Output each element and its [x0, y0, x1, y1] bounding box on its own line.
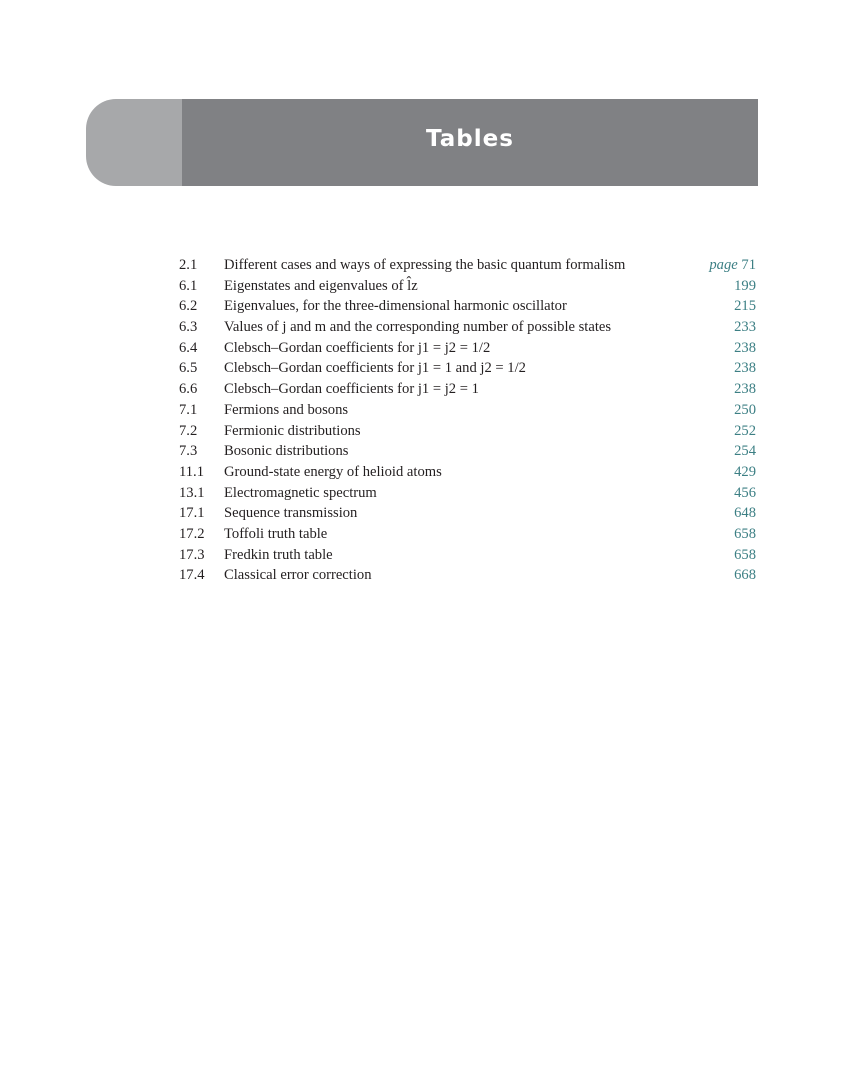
- toc-entry[interactable]: [179, 276, 756, 297]
- toc-entry-title: Different cases and ways of expressing the basic quantum formalism: [224, 257, 626, 273]
- toc-list: [179, 255, 756, 586]
- toc-entry-number: 6.6: [179, 381, 198, 398]
- toc-entry-number: 17.1: [179, 505, 205, 522]
- toc-entry-title: Clebsch–Gordan coefficients for j1 = j2 = 1: [224, 381, 479, 398]
- toc-entry-number: 6.3: [179, 319, 198, 336]
- toc-entry[interactable]: [179, 545, 756, 566]
- toc-entry[interactable]: [179, 358, 756, 379]
- toc-entry[interactable]: [179, 483, 756, 504]
- toc-entry-number: 7.1: [179, 401, 198, 418]
- toc-entry-title: Bosonic distributions: [224, 443, 349, 460]
- toc-entry-title: Fermions and bosons: [224, 401, 349, 418]
- toc-entry-number: 11.1: [179, 463, 204, 480]
- toc-entry-page[interactable]: 429: [734, 463, 756, 480]
- toc-entry-title: Ground-state energy of helioid atoms: [224, 463, 442, 480]
- toc-entry-page[interactable]: 233: [734, 319, 756, 336]
- toc-entry-number: 13.1: [179, 484, 205, 501]
- toc-entry-page[interactable]: 238: [734, 381, 756, 398]
- toc-entry-number: 6.5: [179, 360, 198, 377]
- toc-entry-page[interactable]: 252: [734, 422, 756, 439]
- toc-entry-number: 6.1: [179, 277, 198, 294]
- toc-entry[interactable]: [179, 379, 756, 400]
- toc-entry-number: 6.4: [179, 339, 198, 356]
- toc-entry-number: 17.2: [179, 525, 205, 542]
- toc-entry-title: Clebsch–Gordan coefficients for j1 = j2 = 1/2: [224, 339, 491, 356]
- toc-entry[interactable]: [179, 421, 756, 442]
- toc-entry-title: Fredkin truth table: [224, 546, 333, 563]
- toc-entry-page[interactable]: 658: [734, 546, 756, 563]
- toc-entry-number: 17.4: [179, 567, 205, 584]
- toc-entry-page[interactable]: 199: [734, 277, 756, 294]
- toc-entry[interactable]: [179, 296, 756, 317]
- toc-entry[interactable]: [179, 255, 756, 276]
- toc-entry-page[interactable]: [709, 255, 756, 276]
- toc-entry-title: Eigenstates and eigenvalues of l̂z: [224, 277, 418, 294]
- toc-entry[interactable]: [179, 524, 756, 545]
- toc-entry-title: Clebsch–Gordan coefficients for j1 = 1 and j2 = 1/2: [224, 360, 526, 377]
- toc-entry-page[interactable]: 238: [734, 360, 756, 377]
- toc-entry-page[interactable]: 658: [734, 525, 756, 542]
- toc-entry[interactable]: [179, 565, 756, 586]
- toc-entry[interactable]: [179, 400, 756, 421]
- page-title: Tables: [426, 126, 514, 152]
- toc-entry-number: 6.2: [179, 298, 198, 315]
- toc-entry-page[interactable]: 254: [734, 443, 756, 460]
- toc-entry-number: 17.3: [179, 546, 205, 563]
- toc-entry-title: Eigenvalues, for the three-dimensional harmonic oscillator: [224, 298, 567, 315]
- toc-entry[interactable]: [179, 317, 756, 338]
- toc-entry-page-number: 71: [741, 257, 756, 273]
- page-prefix: page: [709, 257, 738, 273]
- toc-entry-page[interactable]: 215: [734, 298, 756, 315]
- toc-entry-title: Values of j and m and the corresponding number of possible states: [224, 319, 612, 336]
- toc-entry-page[interactable]: 648: [734, 505, 756, 522]
- toc-entry-title: Classical error correction: [224, 567, 372, 584]
- toc-entry-page[interactable]: 238: [734, 339, 756, 356]
- toc-entry-title: Electromagnetic spectrum: [224, 484, 377, 501]
- toc-entry[interactable]: [179, 338, 756, 359]
- toc-entry-title: Toffoli truth table: [224, 525, 328, 542]
- toc-entry-number: 7.3: [179, 443, 198, 460]
- toc-entry-title: Sequence transmission: [224, 505, 358, 522]
- toc-entry-page[interactable]: 250: [734, 401, 756, 418]
- toc-entry[interactable]: [179, 441, 756, 462]
- toc-entry-page[interactable]: 456: [734, 484, 756, 501]
- toc-entry-page[interactable]: 668: [734, 567, 756, 584]
- toc-entry[interactable]: [179, 462, 756, 483]
- toc-entry-number: 7.2: [179, 422, 198, 439]
- toc-entry-number: 2.1: [179, 257, 198, 273]
- toc-entry-title: Fermionic distributions: [224, 422, 361, 439]
- toc-entry[interactable]: [179, 503, 756, 524]
